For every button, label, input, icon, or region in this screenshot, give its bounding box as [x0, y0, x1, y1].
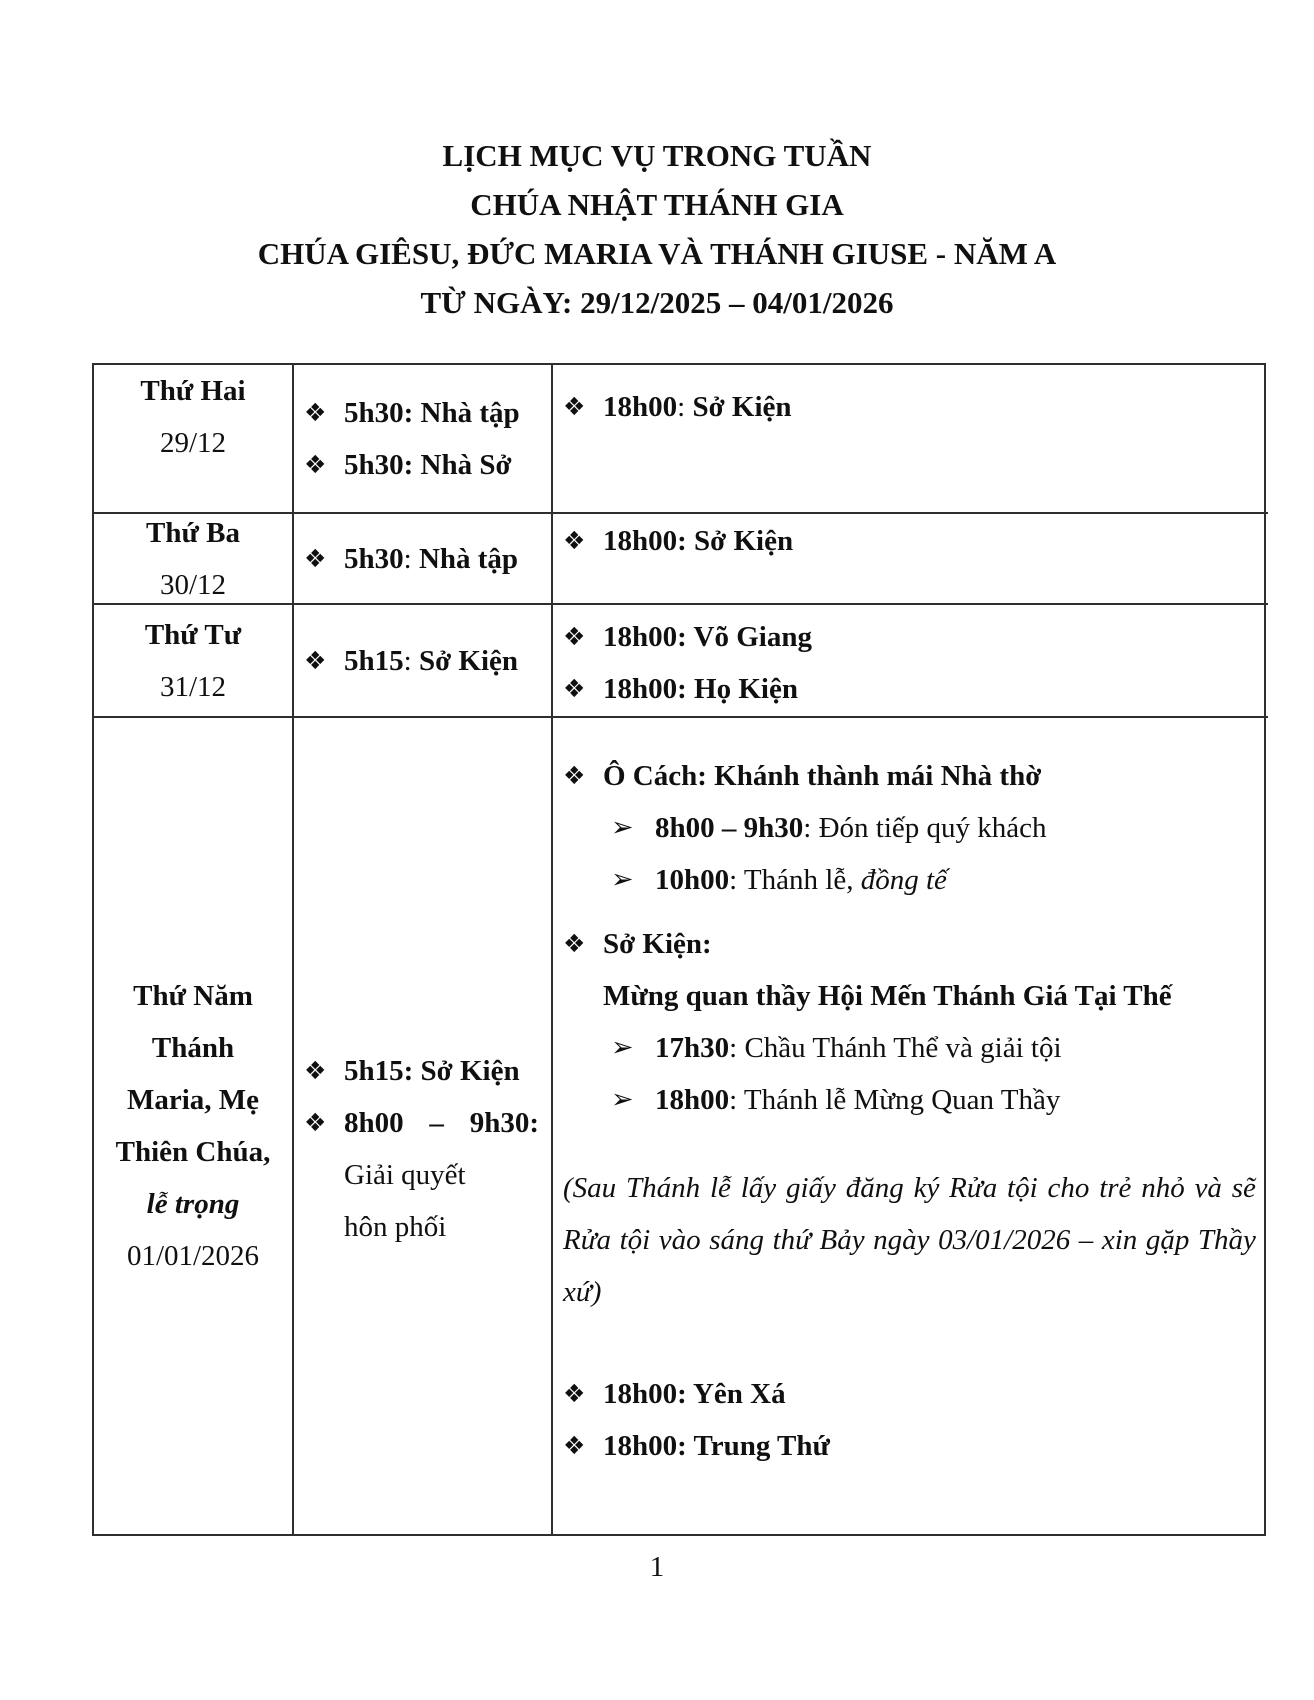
text-segment: –: [429, 1107, 444, 1139]
day-line: [160, 559, 226, 606]
event-line: [563, 611, 1256, 663]
cell-tuesday-morning-events: [294, 514, 553, 605]
line-content: [344, 1097, 539, 1149]
text-segment: 18h00: Yên Xá: [603, 1378, 786, 1410]
text-segment: Thánh: [151, 1032, 235, 1064]
text-segment: giấy: [786, 1172, 836, 1204]
day-line: [160, 661, 226, 713]
day-line: [127, 1230, 259, 1282]
text-segment: : Thánh lễ Mừng Quan Thầy: [729, 1084, 1061, 1116]
note-line: [563, 1214, 1256, 1266]
text-segment: 9h30:: [469, 1107, 539, 1139]
sub-event-line: [611, 1074, 1256, 1126]
cell-tuesday-evening-events: [553, 514, 1268, 605]
day-line: [133, 970, 253, 1022]
text-segment: –: [1078, 1224, 1094, 1256]
text-segment: Thứ Tư: [144, 618, 242, 651]
cell-monday-morning-events: [294, 365, 553, 514]
event-line: [304, 439, 539, 491]
diamond-bullet-icon: ❖: [563, 1379, 586, 1408]
event-line: [563, 750, 1256, 802]
text-segment: 5h30: Nhà tập: [344, 396, 520, 429]
text-segment: 18h00: Võ Giang: [603, 621, 812, 653]
sub-event-line: [611, 802, 1256, 854]
diamond-bullet-icon: ❖: [563, 392, 586, 421]
cell-wednesday-morning-events: [294, 605, 553, 718]
text-segment: 5h30: Nhà Sở: [344, 448, 512, 481]
continuation-line: [344, 1149, 539, 1201]
title-line-1: LỊCH MỤC VỤ TRONG TUẦN: [442, 138, 872, 173]
text-segment: 10h00: [655, 864, 730, 896]
text-segment: Thiên Chúa,: [115, 1136, 271, 1168]
line-content: [603, 750, 1256, 802]
text-segment: vào: [658, 1224, 701, 1256]
event-line: [304, 387, 539, 439]
text-segment: đăng: [845, 1172, 904, 1204]
line-content: [603, 381, 1256, 433]
text-segment: Mừng quan thầy Hội Mến Thánh Giá Tại Thế: [603, 980, 1172, 1012]
spacer: [563, 1318, 1256, 1368]
text-segment: 18h00: Họ Kiện: [603, 673, 798, 705]
text-segment: hôn phối: [344, 1211, 447, 1243]
text-segment: gặp: [1145, 1224, 1190, 1256]
line-content: [344, 635, 539, 687]
day-line: [147, 1178, 240, 1230]
cell-thursday-events: [553, 718, 1268, 1534]
arrowhead-bullet-icon: ➢: [611, 1084, 634, 1115]
line-content: [344, 1201, 539, 1253]
cell-thursday-morning-events: [294, 718, 553, 1534]
line-content: [603, 970, 1256, 1022]
day-line: [146, 514, 240, 559]
diamond-bullet-icon: ❖: [563, 622, 586, 651]
line-content: [655, 802, 1256, 854]
event-line: [563, 515, 1256, 567]
arrowhead-bullet-icon: ➢: [611, 864, 634, 895]
diamond-bullet-icon: ❖: [563, 1431, 586, 1460]
text-segment: Maria, Mẹ: [126, 1084, 260, 1116]
line-content: [655, 854, 1256, 906]
line-content: [603, 663, 1256, 715]
event-line: [563, 918, 1256, 970]
text-segment: xứ): [563, 1276, 602, 1308]
line-content: [655, 1074, 1256, 1126]
text-segment: Nhà tập: [418, 542, 519, 575]
text-segment: : Thánh lễ,: [729, 864, 861, 896]
spacer: [563, 1126, 1256, 1162]
line-content: [344, 387, 539, 439]
text-segment: Thứ Hai: [140, 375, 246, 407]
sub-event-line: [611, 854, 1256, 906]
text-segment: Thứ Năm: [133, 980, 253, 1012]
diamond-bullet-icon: ❖: [563, 526, 586, 555]
text-segment: lễ trọng: [146, 1188, 240, 1220]
event-line: [304, 1045, 539, 1097]
line-content: [344, 1045, 539, 1097]
text-segment: 8h00: [344, 1107, 404, 1139]
event-line: [563, 1368, 1256, 1420]
arrowhead-bullet-icon: ➢: [611, 1032, 634, 1063]
text-segment: Thánh: [626, 1172, 701, 1204]
text-segment: nhỏ: [1141, 1172, 1185, 1204]
cell-tuesday-label: [94, 514, 294, 605]
text-segment: 18h00: [655, 1084, 730, 1116]
cell-thursday-label: [94, 718, 294, 1534]
text-segment: 17h30: [655, 1032, 730, 1064]
line-content: [603, 611, 1256, 663]
cell-monday-evening-events: [553, 365, 1268, 514]
text-segment: và: [1194, 1172, 1222, 1204]
text-segment: Sở Kiện: [418, 644, 519, 677]
text-segment: : Chầu Thánh Thể và giải tội: [729, 1032, 1062, 1064]
text-segment: Thứ Ba: [146, 516, 240, 549]
line-content: [563, 1214, 1256, 1266]
text-segment: Rửa: [563, 1224, 612, 1256]
title-line-4: TỪ NGÀY: 29/12/2025 – 04/01/2026: [420, 285, 894, 320]
line-content: [603, 1420, 1256, 1472]
text-segment: : Đón tiếp quý khách: [803, 812, 1047, 844]
line-content: [344, 1149, 539, 1201]
text-segment: Sở Kiện:: [603, 928, 712, 960]
line-content: [563, 1162, 1256, 1214]
diamond-bullet-icon: ❖: [563, 674, 586, 703]
text-segment: 30/12: [159, 568, 227, 601]
text-segment: lấy: [740, 1172, 777, 1204]
note-line: [563, 1162, 1256, 1214]
event-line: [563, 1420, 1256, 1472]
line-content: [563, 1266, 1256, 1318]
note-line: [563, 1266, 1256, 1318]
text-segment: 18h00: Sở Kiện: [603, 525, 794, 557]
line-content: [344, 439, 539, 491]
document-title: [92, 131, 1222, 327]
line-content: [603, 918, 1256, 970]
text-segment: sáng: [709, 1224, 765, 1256]
sub-event-line: [611, 1022, 1256, 1074]
text-segment: lễ: [709, 1172, 731, 1204]
diamond-bullet-icon: ❖: [304, 543, 327, 573]
page-number: 1: [649, 1551, 665, 1583]
text-segment: Rửa: [949, 1172, 998, 1204]
text-segment: :: [403, 644, 419, 677]
text-segment: Ô Cách: Khánh thành mái Nhà thờ: [603, 760, 1042, 792]
text-segment: 18h00: Trung Thứ: [603, 1430, 830, 1462]
cell-monday-label: [94, 365, 294, 514]
schedule-table: [92, 363, 1266, 1536]
text-segment: Sở Kiện: [692, 391, 792, 423]
title-line-2: CHÚA NHẬT THÁNH GIA: [470, 187, 844, 222]
diamond-bullet-icon: ❖: [304, 1056, 327, 1085]
day-line: [145, 609, 241, 661]
text-segment: (Sau: [563, 1172, 617, 1204]
text-segment: cho: [1047, 1172, 1090, 1204]
day-line: [160, 417, 226, 469]
diamond-bullet-icon: ❖: [304, 449, 327, 479]
cell-wednesday-evening-events: [553, 605, 1268, 718]
line-content: [655, 1022, 1256, 1074]
text-segment: Bảy: [819, 1224, 865, 1256]
day-line: [116, 1126, 271, 1178]
event-line: [304, 635, 539, 687]
arrowhead-bullet-icon: ➢: [611, 812, 634, 843]
text-segment: Giải quyết: [344, 1159, 466, 1191]
text-segment: Thầy: [1197, 1224, 1256, 1256]
text-segment: 01/01/2026: [126, 1240, 260, 1272]
text-segment: tội: [1007, 1172, 1038, 1204]
text-segment: ngày: [873, 1224, 930, 1256]
text-segment: đồng tế: [860, 864, 947, 896]
spacer: [563, 906, 1256, 918]
continuation-line: [344, 1201, 539, 1253]
text-segment: 5h15: Sở Kiện: [344, 1055, 520, 1087]
text-segment: sẽ: [1231, 1172, 1256, 1204]
text-segment: 8h00 – 9h30: [655, 812, 804, 844]
text-segment: 18h00: [603, 391, 678, 423]
text-segment: trẻ: [1099, 1172, 1132, 1204]
text-segment: xin: [1101, 1224, 1138, 1256]
text-segment: 03/01/2026: [938, 1224, 1071, 1256]
text-segment: ký: [913, 1172, 940, 1204]
line-content: [344, 533, 539, 585]
diamond-bullet-icon: ❖: [563, 929, 586, 958]
text-segment: :: [403, 542, 419, 575]
title-line-3: CHÚA GIÊSU, ĐỨC MARIA VÀ THÁNH GIUSE - NĂM A: [257, 236, 1057, 271]
line-content: [603, 515, 1256, 567]
event-line: [304, 1097, 539, 1149]
diamond-bullet-icon: ❖: [304, 1108, 327, 1137]
text-segment: 29/12: [159, 427, 227, 459]
event-line: [563, 381, 1256, 433]
diamond-bullet-icon: ❖: [304, 645, 327, 675]
event-line: [304, 533, 539, 585]
day-line: [140, 365, 245, 417]
text-segment: 31/12: [159, 670, 227, 703]
text-segment: 5h30: [344, 542, 404, 575]
diamond-bullet-icon: ❖: [563, 761, 586, 790]
continuation-line: [603, 970, 1256, 1022]
text-segment: tội: [619, 1224, 651, 1256]
event-line: [563, 663, 1256, 715]
day-line: [127, 1074, 259, 1126]
day-line: [152, 1022, 234, 1074]
cell-wednesday-label: [94, 605, 294, 718]
line-content: [603, 1368, 1256, 1420]
diamond-bullet-icon: ❖: [304, 397, 327, 427]
text-segment: 5h15: [344, 644, 404, 677]
text-segment: thứ: [772, 1224, 811, 1256]
text-segment: :: [677, 391, 693, 423]
